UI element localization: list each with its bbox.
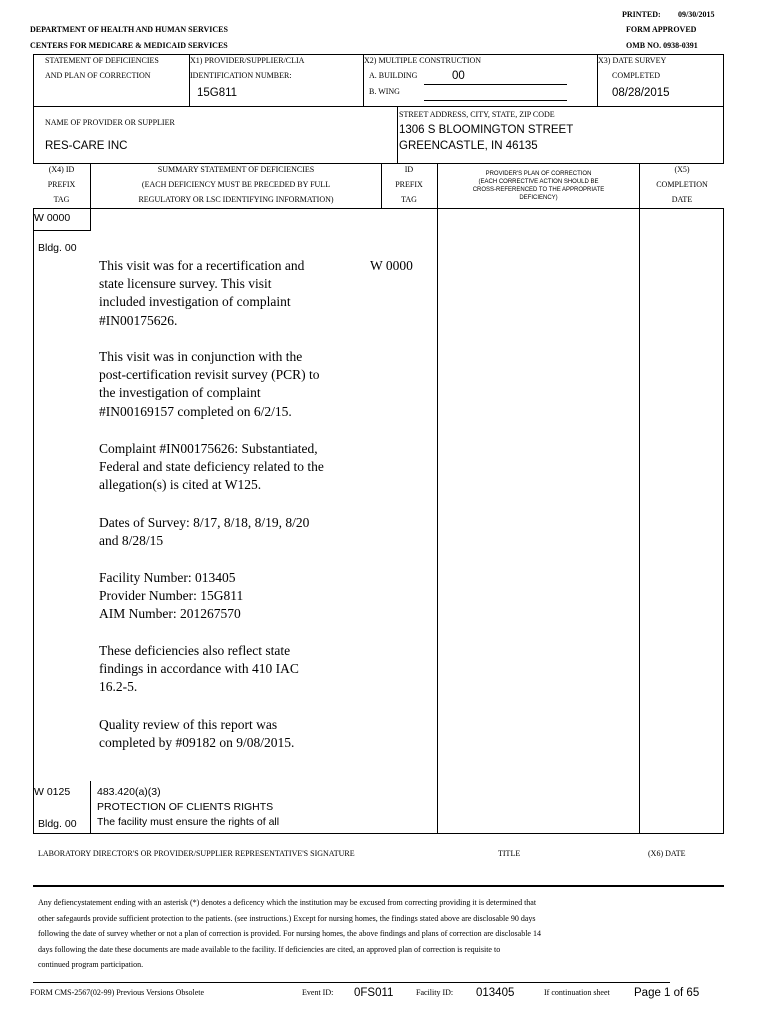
- text-line: 16.2-5.: [99, 679, 138, 695]
- address-label: STREET ADDRESS, CITY, STATE, ZIP CODE: [399, 110, 555, 119]
- statement-label-1: STATEMENT OF DEFICIENCIES: [45, 56, 159, 65]
- bldg-label: Bldg. 00: [38, 242, 77, 254]
- disclaimer: [38, 895, 541, 973]
- provider-id-number: 15G811: [197, 87, 238, 99]
- survey-completed-date: 08/28/2015: [612, 87, 670, 99]
- printed-label: PRINTED:: [622, 10, 661, 19]
- paragraph-state-findings: [99, 642, 299, 697]
- signature-label: LABORATORY DIRECTOR'S OR PROVIDER/SUPPLIER REPRESENTATIVE'S SIGNATURE: [38, 849, 355, 858]
- plan-header-3: CROSS-REFERENCED TO THE APPROPRIATE: [472, 187, 605, 193]
- id-header-1: ID: [404, 165, 414, 174]
- form-approved: FORM APPROVED: [626, 25, 697, 34]
- text-line: completed by #09182 on 9/08/2015.: [99, 735, 295, 751]
- x1-label-2: IDENTIFICATION NUMBER:: [190, 71, 292, 80]
- provider-name-label: NAME OF PROVIDER OR SUPPLIER: [45, 118, 175, 127]
- event-id-label: Event ID:: [302, 988, 334, 997]
- tag-w0125: W 0125: [34, 786, 71, 798]
- continuation-label: If continuation sheet: [544, 988, 610, 997]
- form-number: FORM CMS-2567(02-99) Previous Versions Obsolete: [30, 988, 205, 997]
- omb-number: OMB NO. 0938-0391: [626, 41, 698, 50]
- right-tag-w0000: W 0000: [370, 258, 413, 273]
- title-label: TITLE: [498, 849, 521, 858]
- text-line: Facility Number: 013405: [99, 570, 236, 585]
- paragraph-numbers: [99, 569, 243, 624]
- text-line: allegation(s) is cited at W125.: [99, 477, 262, 493]
- text-line: the investigation of complaint: [99, 385, 261, 401]
- tag-w0000: W 0000: [34, 212, 71, 224]
- x1-label: X1) PROVIDER/SUPPLIER/CLIA: [190, 56, 305, 65]
- paragraph-visit: [99, 257, 304, 330]
- text-line: included investigation of complaint: [99, 294, 291, 310]
- regulation-text: The facility must ensure the rights of all: [97, 816, 280, 828]
- disclaimer-line: following the date of survey whether or not a plan of correction is provided. For nursing homes, the above findings and plans of correction are disclosable 14: [38, 929, 541, 938]
- text-line: Quality review of this report was: [99, 717, 278, 732]
- text-line: state licensure survey. This visit: [99, 276, 272, 292]
- text-line: Complaint #IN00175626: Substantiated,: [99, 441, 318, 456]
- regulation-number: 483.420(a)(3): [97, 786, 161, 798]
- disclaimer-line: days following the date these documents are made available to the facility. If deficiencies are cited, an approved plan of correction is requisite to: [38, 944, 501, 954]
- wing-label: B. WING: [369, 87, 400, 96]
- text-line: AIM Number: 201267570: [99, 606, 241, 622]
- text-line: #IN00169157 completed on 6/2/15.: [99, 403, 292, 419]
- x5-header-3: DATE: [671, 195, 693, 204]
- facility-id-value: 013405: [476, 987, 515, 999]
- text-line: Dates of Survey: 8/17, 8/18, 8/19, 8/20: [99, 515, 310, 530]
- text-line: post-certification revisit survey (PCR) to: [99, 367, 320, 383]
- text-line: and 8/28/15: [99, 533, 164, 549]
- disclaimer-line: continued program participation.: [38, 960, 144, 969]
- disclaimer-line: Any defiencystatement ending with an asterisk (*) denotes a deficency which the institution may be excused from correcting providing it is determined that: [38, 898, 537, 907]
- x3-label-2: COMPLETED: [612, 71, 660, 80]
- paragraph-quality-review: [99, 716, 294, 752]
- statement-label-2: AND PLAN OF CORRECTION: [45, 71, 151, 80]
- text-line: Federal and state deficiency related to the: [99, 459, 324, 475]
- address-line-1: 1306 S BLOOMINGTON STREET: [399, 124, 574, 136]
- summary-header-2: (EACH DEFICIENCY MUST BE PRECEDED BY FULL: [141, 180, 331, 189]
- address-line-2: GREENCASTLE, IN 46135: [399, 140, 538, 152]
- building-value: 00: [452, 70, 465, 82]
- text-line: This visit was in conjunction with the: [99, 349, 303, 364]
- text-line: #IN00175626.: [99, 312, 178, 328]
- plan-header-4: DEFICIENCY): [519, 195, 558, 201]
- x4-header-2: PREFIX: [47, 180, 76, 189]
- x4-header-3: TAG: [53, 195, 70, 204]
- summary-header-3: REGULATORY OR LSC IDENTIFYING INFORMATION): [138, 195, 334, 204]
- x2-label: X2) MULTIPLE CONSTRUCTION: [364, 56, 482, 65]
- regulation-title: PROTECTION OF CLIENTS RIGHTS: [97, 801, 274, 813]
- department-name: DEPARTMENT OF HEALTH AND HUMAN SERVICES: [30, 25, 228, 34]
- page-number: Page 1 of 65: [634, 987, 700, 999]
- text-line: Provider Number: 15G811: [99, 588, 244, 604]
- x5-header-1: (X5): [674, 165, 690, 174]
- disclaimer-line: other safegaurds provide sufficient protection to the patients. (see instructions.) Except for nursing homes, the findings stated above are disclosable 90 days: [38, 913, 536, 923]
- centers-name: CENTERS FOR MEDICARE & MEDICAID SERVICES: [30, 41, 228, 50]
- id-header-3: TAG: [401, 195, 417, 204]
- plan-header-1: PROVIDER'S PLAN OF CORRECTION: [485, 171, 592, 177]
- building-label: A. BUILDING: [369, 71, 418, 80]
- provider-name: RES-CARE INC: [45, 140, 128, 152]
- text-line: findings in accordance with 410 IAC: [99, 661, 299, 677]
- plan-header-2: (EACH CORRECTIVE ACTION SHOULD BE: [478, 179, 599, 185]
- summary-header-1: SUMMARY STATEMENT OF DEFICIENCIES: [157, 165, 315, 174]
- printed-date: 09/30/2015: [678, 10, 715, 19]
- facility-id-label: Facility ID:: [416, 988, 454, 997]
- paragraph-complaint: [99, 440, 324, 495]
- bldg-label-2: Bldg. 00: [38, 818, 77, 830]
- x3-label: X3) DATE SURVEY: [598, 56, 667, 65]
- text-line: This visit was for a recertification and: [99, 258, 305, 273]
- id-header-2: PREFIX: [395, 180, 423, 189]
- event-id-value: 0FS011: [354, 987, 394, 999]
- x4-header-1: (X4) ID: [48, 165, 75, 174]
- paragraph-dates: [99, 514, 309, 550]
- x6-date-label: (X6) DATE: [648, 849, 686, 858]
- text-line: These deficiencies also reflect state: [99, 643, 291, 658]
- x5-header-2: COMPLETION: [656, 180, 708, 189]
- paragraph-conjunction: [99, 348, 319, 421]
